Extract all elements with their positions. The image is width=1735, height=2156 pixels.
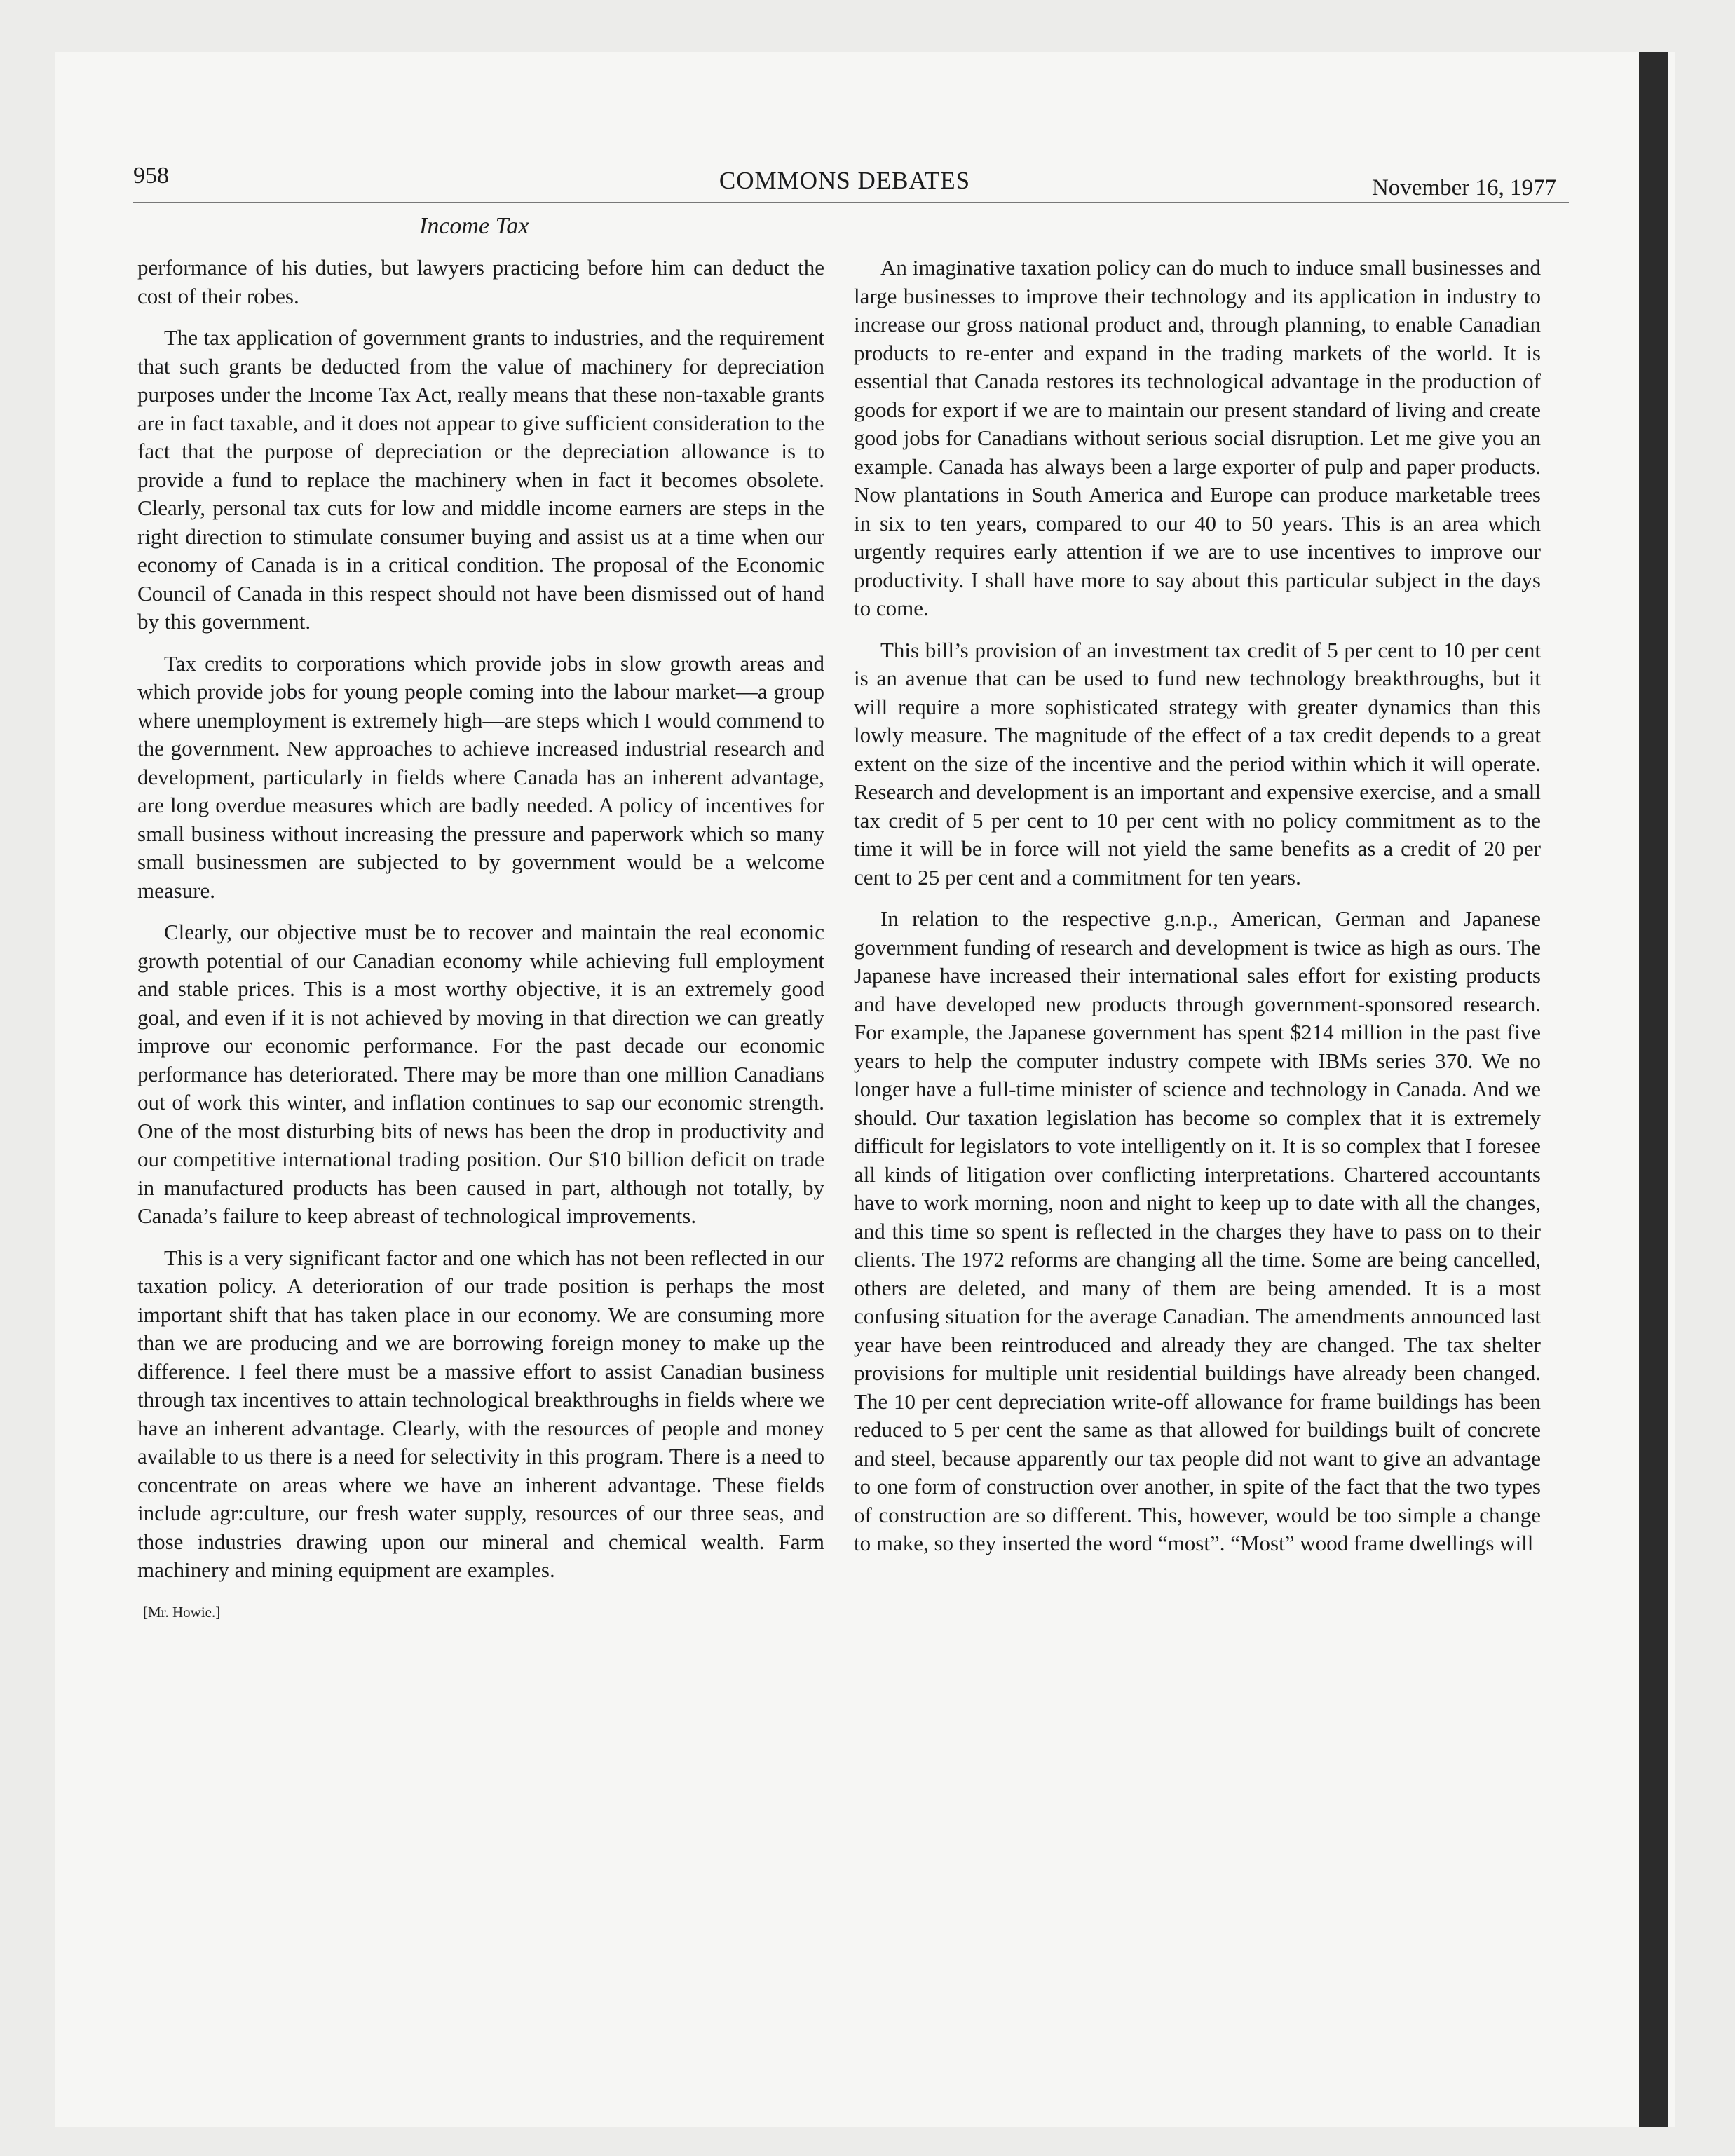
binding-edge	[1639, 52, 1668, 2127]
left-column	[137, 254, 824, 1626]
paragraph: This is a very significant factor and one which has not been reflected in our taxation policy. A deterioration of our trade position is perhaps the most important shift that has taken place in our economy. We are consuming more than we are producing and we are borrowing foreign money to make up the difference. I feel there must be a massive effort to assist Canadian business through tax incentives to attain technological breakthroughs in fields where we have an inherent advantage. Clearly, with the resources of people and money available to us there is a need for selectivity in this program. There is a need to concentrate on areas where we have an inherent advantage. These fields include agr:culture, our fresh water supply, resources of our three seas, and those industries drawing upon our mineral and chemical wealth. Farm machinery and mining equipment are examples.	[137, 1245, 824, 1582]
right-column	[854, 254, 1541, 1571]
journal-title: COMMONS DEBATES	[719, 167, 971, 194]
paragraph: The tax application of government grants to industries, and the requirement that such grants be deducted from the value of machinery for depreciation purposes under the Income Tax Act, really means that these non-taxable grants are in fact taxable, and it does not appear to give sufficient consideration to the fact that the purpose of depreciation or the depreciation allowance is to provide a fund to replace the machinery when in fact it becomes obsolete. Clearly, personal tax cuts for low and middle income earners are steps in the right direction to stimulate consumer buying and assist us at a time when our economy of Canada is in a critical condition. The proposal of the Economic Council of Canada in this respect should not have been dismissed out of hand by this government.	[137, 325, 824, 634]
paragraph: Tax credits to corporations which provide jobs in slow growth areas and which provide jobs for young people coming into the labour market—a group where unemployment is extremely high—are steps which I would commend to the government. New approaches to achieve increased industrial research and development, particularly in fields where Canada has an inherent advantage, are long overdue measures which are badly needed. A policy of incentives for small business without increasing the pressure and paperwork which so many small businessmen are subjected to by government would be a welcome measure.	[137, 650, 824, 903]
header-rule	[133, 202, 1569, 203]
section-title: Income Tax	[419, 213, 529, 239]
paragraph: In relation to the respective g.n.p., American, German and Japanese government funding of research and development is twice as high as ours. The Japanese have increased their international sales effort for existing products and have developed new products through government-sponsored research. For example, the Japanese government has spent $214 million in the past five years to help the computer industry compete with IBMs series 370. We no longer have a full-time minister of science and technology in Canada. And we should. Our taxation legislation has become so complex that it is extremely difficult for legislators to vote intelligently on it. It is so complex that I foresee all kinds of litigation over conflicting interpretations. Chartered accountants have to work morning, noon and night to keep up to date with all the changes, and this time so spent is reflected in the charges they have to pass on to their clients. The 1972 reforms are changing all the time. Some are being cancelled, others are deleted, and many of them are being amended. It is a most confusing situation for the average Canadian. The amendments announced last year have been reintroduced and already they are changed. The tax shelter provisions for multiple unit residential buildings have already been changed. The 10 per cent depreciation write-off allowance for frame buildings has been reduced to 5 per cent the same as that allowed for buildings built of concrete and steel, because apparently our tax people did not want to give an advantage to one form of construction over another, in spite of the fact that the two types of construction are so different. This, however, would be too simple a change to make, so they inserted the word “most”. “Most” wood frame dwellings will	[854, 906, 1541, 1555]
header-date: November 16, 1977	[1371, 175, 1556, 200]
speaker-attribution: [Mr. Howie.]	[143, 1603, 221, 1621]
paragraph: This bill’s provision of an investment tax credit of 5 per cent to 10 per cent is an avenue that can be used to fund new technology breakthroughs, but it will require a more sophisticated strategy with greater dynamics than this lowly measure. The magnitude of the effect of a tax credit depends to a great extent on the size of the incentive and the period within which it will operate. Research and development is an important and expensive exercise, and a small tax credit of 5 per cent to 10 per cent with no policy commitment as to the time it will be in force will not yield the same benefits as a credit of 20 per cent to 25 per cent and a commitment for ten years.	[854, 637, 1541, 889]
page-number: 958	[133, 163, 169, 189]
paragraph: performance of his duties, but lawyers practicing before him can deduct the cost of their robes.	[137, 255, 824, 308]
page-header	[133, 163, 1556, 205]
paragraph: Clearly, our objective must be to recover and maintain the real economic growth potential of our Canadian economy while achieving full employment and stable prices. This is a most worthy objective, it is an extremely good goal, and even if it is not achieved by moving in that direction we can greatly improve our economic performance. For the past decade our economic performance has deteriorated. There may be more than one million Canadians out of work this winter, and inflation continues to sap our economic strength. One of the most disturbing bits of news has been the drop in productivity and our competitive international trading position. Our $10 billion deficit on trade in manufactured products has been caused in part, although not totally, by Canada’s failure to keep abreast of technological improvements.	[137, 920, 824, 1228]
paragraph: An imaginative taxation policy can do much to induce small businesses and large businesses to improve their technology and its application in industry to increase our gross national product and, through planning, to enable Canadian products to re-enter and expand in the trading markets of the world. It is essential that Canada restores its technological advantage in the production of goods for export if we are to maintain our present standard of living and create good jobs for Canadians without serious social disruption. Let me give you an example. Canada has always been a large exporter of pulp and paper products. Now plantations in South America and Europe can produce marketable trees in six to ten years, compared to our 40 to 50 years. This is an area which urgently requires early attention if we are to use incentives to improve our productivity. I shall have more to say about this particular subject in the days to come.	[854, 255, 1541, 620]
